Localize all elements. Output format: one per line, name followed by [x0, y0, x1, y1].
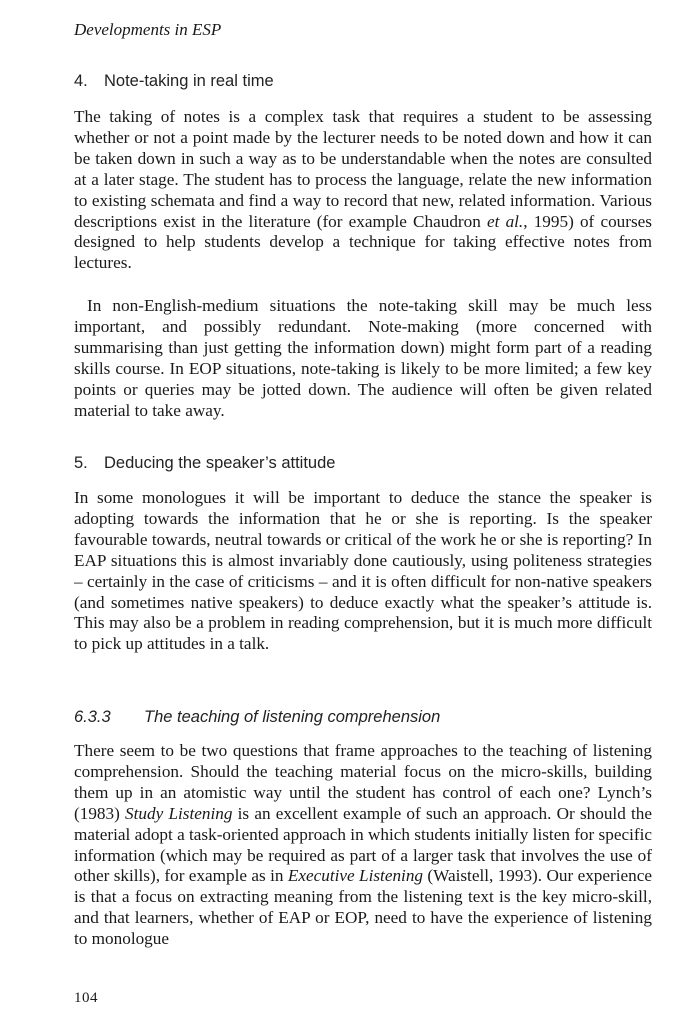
section-5-paragraph: In some monologues it will be important to deduce the stance the speaker is adopting towards the information that he or she is reporting. Is the speaker favourable towards, neutral towards or critical of the work he or she is reporting? In EAP situations this is almost invariably done cautiously, using politeness strategies – certainly in the case of criticisms – and it is often difficult for non-native speakers (and sometimes native speakers) to deduce exactly what the speaker’s attitude is. This may also be a problem in reading comprehension, but it is much more difficult to pick up attitudes in a talk. — [74, 488, 652, 654]
page-number: 104 — [74, 990, 98, 1006]
book-title-study-listening: Study Listening — [125, 803, 233, 823]
section-6-3-3-text-3: (Waistell, 1993). Our experience is that a focus on extracting meaning from the listening text is the key micro-skill, and that learners, whether of EAP or EOP, need to have the experience of listening to monologue — [74, 866, 652, 949]
section-4-para-1-text-end: , 1995) of courses designed to help students develop a technique for taking effective notes from lectures. — [74, 211, 652, 273]
section-4-title: Note-taking in real time — [104, 72, 274, 90]
running-head: Developments in ESP — [74, 20, 222, 39]
section-4-para-1-text: The taking of notes is a complex task that requires a student to be assessing whether or not a point made by the lecturer needs to be noted down and how it can be taken down in such a way as to be understandable when the notes are consulted at a later stage. The student has to process the language, relate the new information to existing schemata and find a way to record that new, related information. Various descriptions exist in the literature (for example Chaudron — [74, 107, 652, 231]
section-6-3-3-title: The teaching of listening comprehension — [144, 708, 441, 726]
section-5-heading — [74, 454, 335, 473]
section-6-3-3-number: 6.3.3 — [74, 708, 111, 726]
section-4-heading — [74, 72, 274, 91]
section-5-number: 5. — [74, 454, 88, 472]
section-6-3-3-text-1: There seem to be two questions that frame approaches to the teaching of listening comprehension. Should the teaching material focus on the micro-skills, building them up in an atomistic way until the student has control of each one? Lynch’s (1983) — [74, 741, 652, 823]
citation-et-al: et al. — [487, 211, 524, 231]
book-page — [74, 0, 652, 1024]
section-6-3-3-paragraph — [74, 741, 652, 950]
section-6-3-3-heading — [74, 708, 440, 727]
section-4-number: 4. — [74, 72, 88, 90]
section-5-title: Deducing the speaker’s attitude — [104, 454, 336, 472]
section-4-paragraph-1 — [74, 107, 652, 274]
section-6-3-3-text-2: is an excellent example of such an approach. Or should the material adopt a task-oriented approach in which students initially listen for specific information (which may be required as part of a larger task that involves the use of other skills), for example as in — [74, 803, 653, 886]
book-title-executive-listening: Executive Listening — [287, 866, 424, 886]
section-4-paragraph-2: In non-English-medium situations the note-taking skill may be much less important, and possibly redundant. Note-making (more concerned with summarising than just getting the information down) might form part of a reading skills course. In EOP situations, note-taking is likely to be more limited; a few key points or queries may be jotted down. The audience will often be given related material to take away. — [74, 296, 652, 420]
